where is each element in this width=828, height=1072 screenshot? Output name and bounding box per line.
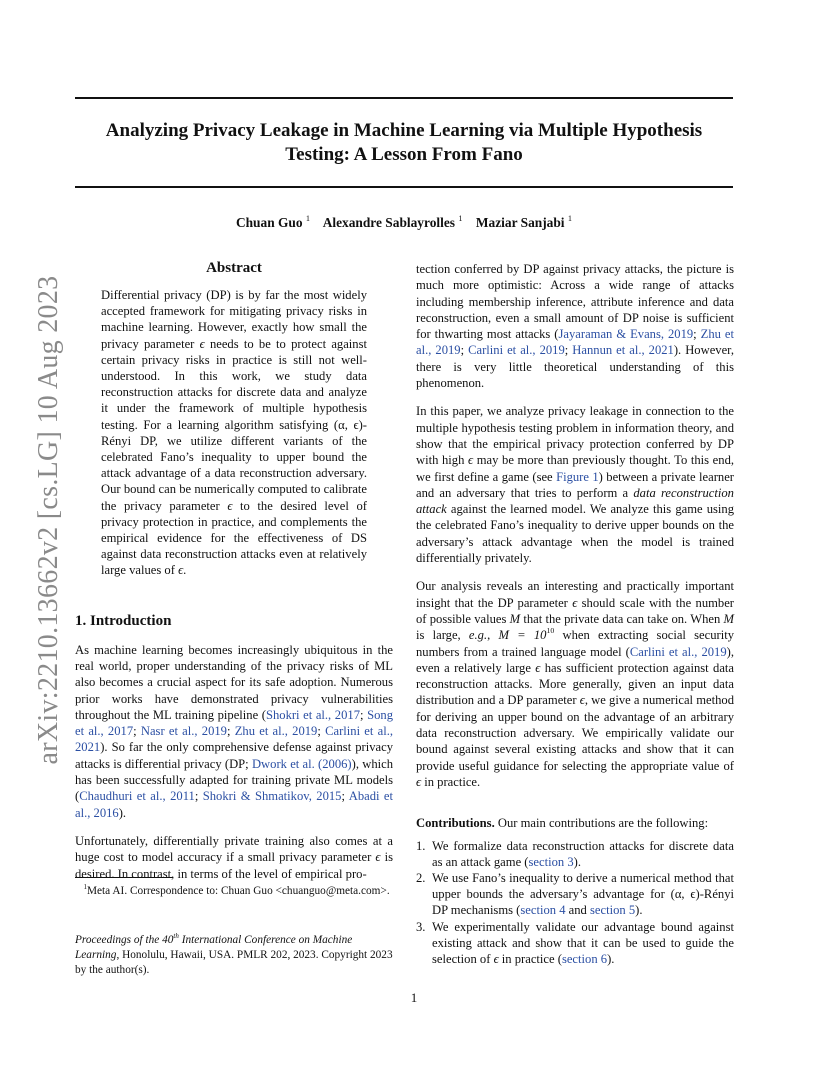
citation-separator: ; [133, 724, 141, 739]
body-text-emphasis: data reconstruction attack [416, 485, 734, 517]
math-alpha-epsilon: (α, ϵ) [670, 887, 700, 902]
citation-separator: ; [693, 327, 701, 342]
title-line-2: Testing: A Lesson From Fano [285, 144, 523, 165]
contributions-heading: Contributions. [416, 816, 495, 831]
list-item-number: 1. [416, 838, 426, 853]
body-paragraph [416, 578, 734, 790]
body-text: should scale with the number of possible values [416, 595, 734, 626]
math-epsilon: ϵ [375, 850, 381, 865]
figure-reference-link[interactable]: Figure 1 [556, 469, 599, 484]
math-epsilon: ϵ [199, 336, 205, 351]
author-name: Maziar Sanjabi [475, 215, 565, 230]
contributions-paragraph [416, 815, 734, 831]
section-heading-introduction: 1. Introduction [75, 612, 172, 629]
citation-link[interactable]: Nasr et al., 2019 [140, 724, 227, 739]
body-text-emphasis: e.g. [468, 628, 488, 643]
body-text: in practice. [421, 774, 481, 789]
body-text: has sufficient protection against data reconstruction attacks. More generally, given an input data distribution and a DP parameter [416, 660, 734, 708]
citation-separator: ; [564, 343, 573, 358]
math-M: M [509, 611, 521, 626]
intro-paragraph [75, 642, 393, 821]
citation-link[interactable]: Shokri et al., 2017 [265, 707, 360, 722]
intro-text: is desired. In contrast, in terms of the level of empirical pro- [75, 850, 393, 881]
list-item-text: and [565, 903, 590, 918]
arxiv-stamp: arXiv:2210.13662v2 [cs.LG] 10 Aug 2023 [33, 275, 64, 765]
math-alpha-epsilon: (α, ϵ) [333, 417, 363, 432]
contributions-lead: Our main contributions are the following: [494, 816, 709, 831]
author-name: Chuan Guo [235, 215, 303, 230]
list-item-text: in practice ( [498, 951, 562, 966]
body-text: ). However, there is very little theoretical understanding of this phenomenon. [416, 343, 735, 391]
body-text: tection conferred by DP against privacy attacks, the picture is much more optimistic: Across a wide range of attacks including membership inference, attribute inference and data reconstruction, even a small amount of DP noise is sufficient for thwarting most attacks ( [416, 262, 734, 342]
title-rule-bottom [75, 186, 733, 188]
proceedings-text: Proceedings of the [75, 934, 163, 946]
list-item-text: ). [607, 951, 615, 966]
intro-text: ), which has been successfully adapted for training private ML models ( [75, 756, 394, 804]
left-column [75, 260, 393, 882]
list-item-text: We formalize data reconstruction attacks for discrete data as an attack game ( [432, 838, 734, 869]
body-text: , we give a numerical method for deriving an upper bound on the advantage of an arbitrary data reconstruction adversary. We empirically validate our bound against several existing attacks and show that it can provide useful guidance for selecting the appropriate value of [416, 693, 734, 773]
body-text: against the learned model. We analyze this game using the celebrated Fano’s inequality to derive upper bounds on the adversary’s attack advantage when the model is trained differentially privately. [416, 502, 734, 566]
abstract-text [101, 287, 367, 579]
page-number: 1 [410, 990, 418, 1005]
contributions-list [416, 838, 734, 968]
section-reference-link[interactable]: section 5 [590, 903, 636, 918]
body-text: may be more than previously thought. To this end, we first define a game (see [416, 453, 735, 484]
citation-link[interactable]: Shokri & Shmatikov, 2015 [202, 789, 342, 804]
math-epsilon: ϵ [579, 693, 585, 708]
author-affiliation-mark: 1 [567, 213, 573, 223]
right-column [416, 261, 734, 967]
list-item-text: ). [573, 854, 581, 869]
body-text: when extracting social security numbers from a trained language model ( [416, 628, 734, 659]
citation-link[interactable]: Dwork et al. (2006) [251, 756, 352, 771]
intro-text: As machine learning becomes increasingly ubiquitous in the real world, proper understanding of the privacy risks of ML also becomes a crucial aspect for its safe adoption. Numerous prior works have demonstrated privacy vulnerabilities throughout the ML training pipeline ( [75, 642, 393, 722]
author-affiliation-mark: 1 [458, 213, 463, 223]
abstract-text-part: to the desired level of privacy protection in practice, and complements the empirical evidence for the effectiveness of DS against data reconstruction attacks even at relatively large values of [101, 498, 367, 578]
title-rule-top [75, 97, 733, 99]
body-text: is large, [416, 628, 469, 643]
abstract-text-part: Differential privacy (DP) is by far the most widely accepted framework for mitigating privacy risks in machine learning. However, exactly how small the privacy parameter [101, 288, 367, 351]
body-paragraph [416, 261, 734, 391]
citation-separator: ; [360, 707, 368, 722]
body-text: ), even a relatively large [416, 644, 734, 675]
citation-separator: ; [460, 343, 469, 358]
proceedings-number: 40 [162, 934, 174, 946]
list-item-text: We use Fano’s inequality to derive a numerical method that upper bounds the adversary’s advantage for [432, 870, 734, 902]
intro-text: Unfortunately, differentially private training also comes at a huge cost to model accuracy if a small privacy parameter [75, 833, 393, 865]
body-text: ) between a private learner and an adversary that tries to perform a [416, 469, 734, 500]
citation-separator: ; [317, 724, 326, 739]
citation-link[interactable]: Carlini et al., 2019 [629, 644, 727, 659]
intro-text: ). So far the only comprehensive defense against privacy attacks is differential privacy (DP; [75, 740, 393, 771]
citation-link[interactable]: Zhu et al., 2019 [234, 724, 318, 739]
body-text: In this paper, we analyze privacy leakage in connection to the multiple hypothesis testing problem in information theory, and show that the empirical privacy protection conferred by DP with high [416, 404, 734, 468]
intro-paragraph [75, 833, 393, 882]
citation-link[interactable]: Song et al., 2017 [75, 707, 393, 739]
footnote-text: Meta AI. Correspondence to: Chuan Guo <chuanguo@meta.com>. [86, 885, 390, 897]
citation-link[interactable]: Carlini et al., 2021 [75, 724, 393, 755]
citation-link[interactable]: Abadi et al., 2016 [75, 789, 394, 820]
citation-link[interactable]: Jayaraman & Evans, 2019 [558, 327, 694, 342]
body-text: , [487, 628, 499, 643]
math-epsilon: ϵ [178, 563, 184, 578]
proceedings-text: , Honolulu, Hawaii, USA. PMLR 202, 2023. Copyright 2023 by the author(s). [75, 949, 393, 976]
math-M: M [723, 611, 735, 626]
citation-separator: ; [341, 789, 349, 804]
footnote [75, 884, 393, 899]
math-epsilon: ϵ [493, 951, 499, 966]
section-reference-link[interactable]: section 6 [561, 951, 608, 966]
list-item [416, 870, 734, 919]
citation-separator: ; [194, 789, 203, 804]
math-epsilon: ϵ [468, 453, 474, 468]
list-item [416, 838, 734, 870]
citation-link[interactable]: Zhu et al., 2019 [416, 327, 735, 358]
author-list [75, 215, 733, 231]
citation-link[interactable]: Chaudhuri et al., 2011 [79, 789, 195, 804]
list-item-text: -Rényi DP mechanisms ( [432, 887, 734, 918]
math-M-equals: M = 10 [498, 628, 547, 643]
abstract-text-part: . [183, 563, 187, 578]
section-reference-link[interactable]: section 4 [520, 903, 566, 918]
body-paragraph [416, 403, 734, 566]
citation-separator: ; [226, 724, 235, 739]
body-text: that the private data can take on. When [520, 611, 724, 626]
title-line-1: Analyzing Privacy Leakage in Machine Learning via Multiple Hypothesis [105, 120, 703, 141]
list-item-number: 3. [416, 919, 426, 934]
proceedings-text: International Conference on Machine Learning [75, 934, 353, 961]
citation-link[interactable]: Hannun et al., 2021 [572, 343, 674, 358]
footnote-rule [75, 877, 173, 878]
math-epsilon: ϵ [535, 660, 541, 675]
math-epsilon: ϵ [416, 774, 422, 789]
list-item-text: We experimentally validate our advantage bound against existing attack and show that it can be used to guide the selection of [432, 919, 734, 966]
section-reference-link[interactable]: section 3 [528, 854, 574, 869]
proceedings-ordinal: th [173, 931, 179, 940]
math-epsilon: ϵ [572, 595, 578, 610]
list-item [416, 919, 734, 968]
paper-title [75, 119, 733, 167]
abstract-text-part: needs to be to protect against certain privacy risks in practice is still not well-understood. In this work, we study data reconstruction attacks for discrete data and analyze it under the framework of multiple hypothesis testing. For a learning algorithm satisfying [101, 336, 367, 432]
abstract-heading: Abstract [206, 260, 262, 276]
list-item-number: 2. [416, 870, 426, 885]
intro-text: ). [118, 805, 127, 820]
body-text: Our analysis reveals an interesting and practically important insight that the DP parameter [416, 579, 734, 610]
math-exponent: 10 [546, 626, 555, 636]
list-item-text: ). [635, 903, 643, 918]
proceedings-note [75, 933, 393, 978]
footnote-mark: 1 [83, 882, 87, 891]
citation-link[interactable]: Carlini et al., 2019 [468, 343, 565, 358]
math-epsilon: ϵ [227, 498, 233, 513]
author-affiliation-mark: 1 [305, 213, 311, 223]
abstract-text-part: -Rényi DP, we utilize different variants of the celebrated Fano’s inequality to upper bound the attack advantage of a data reconstruction adversary. Our bound can be numerically computed to calibrate the privacy parameter [101, 417, 367, 513]
author-name: Alexandre Sablayrolles [322, 215, 455, 230]
